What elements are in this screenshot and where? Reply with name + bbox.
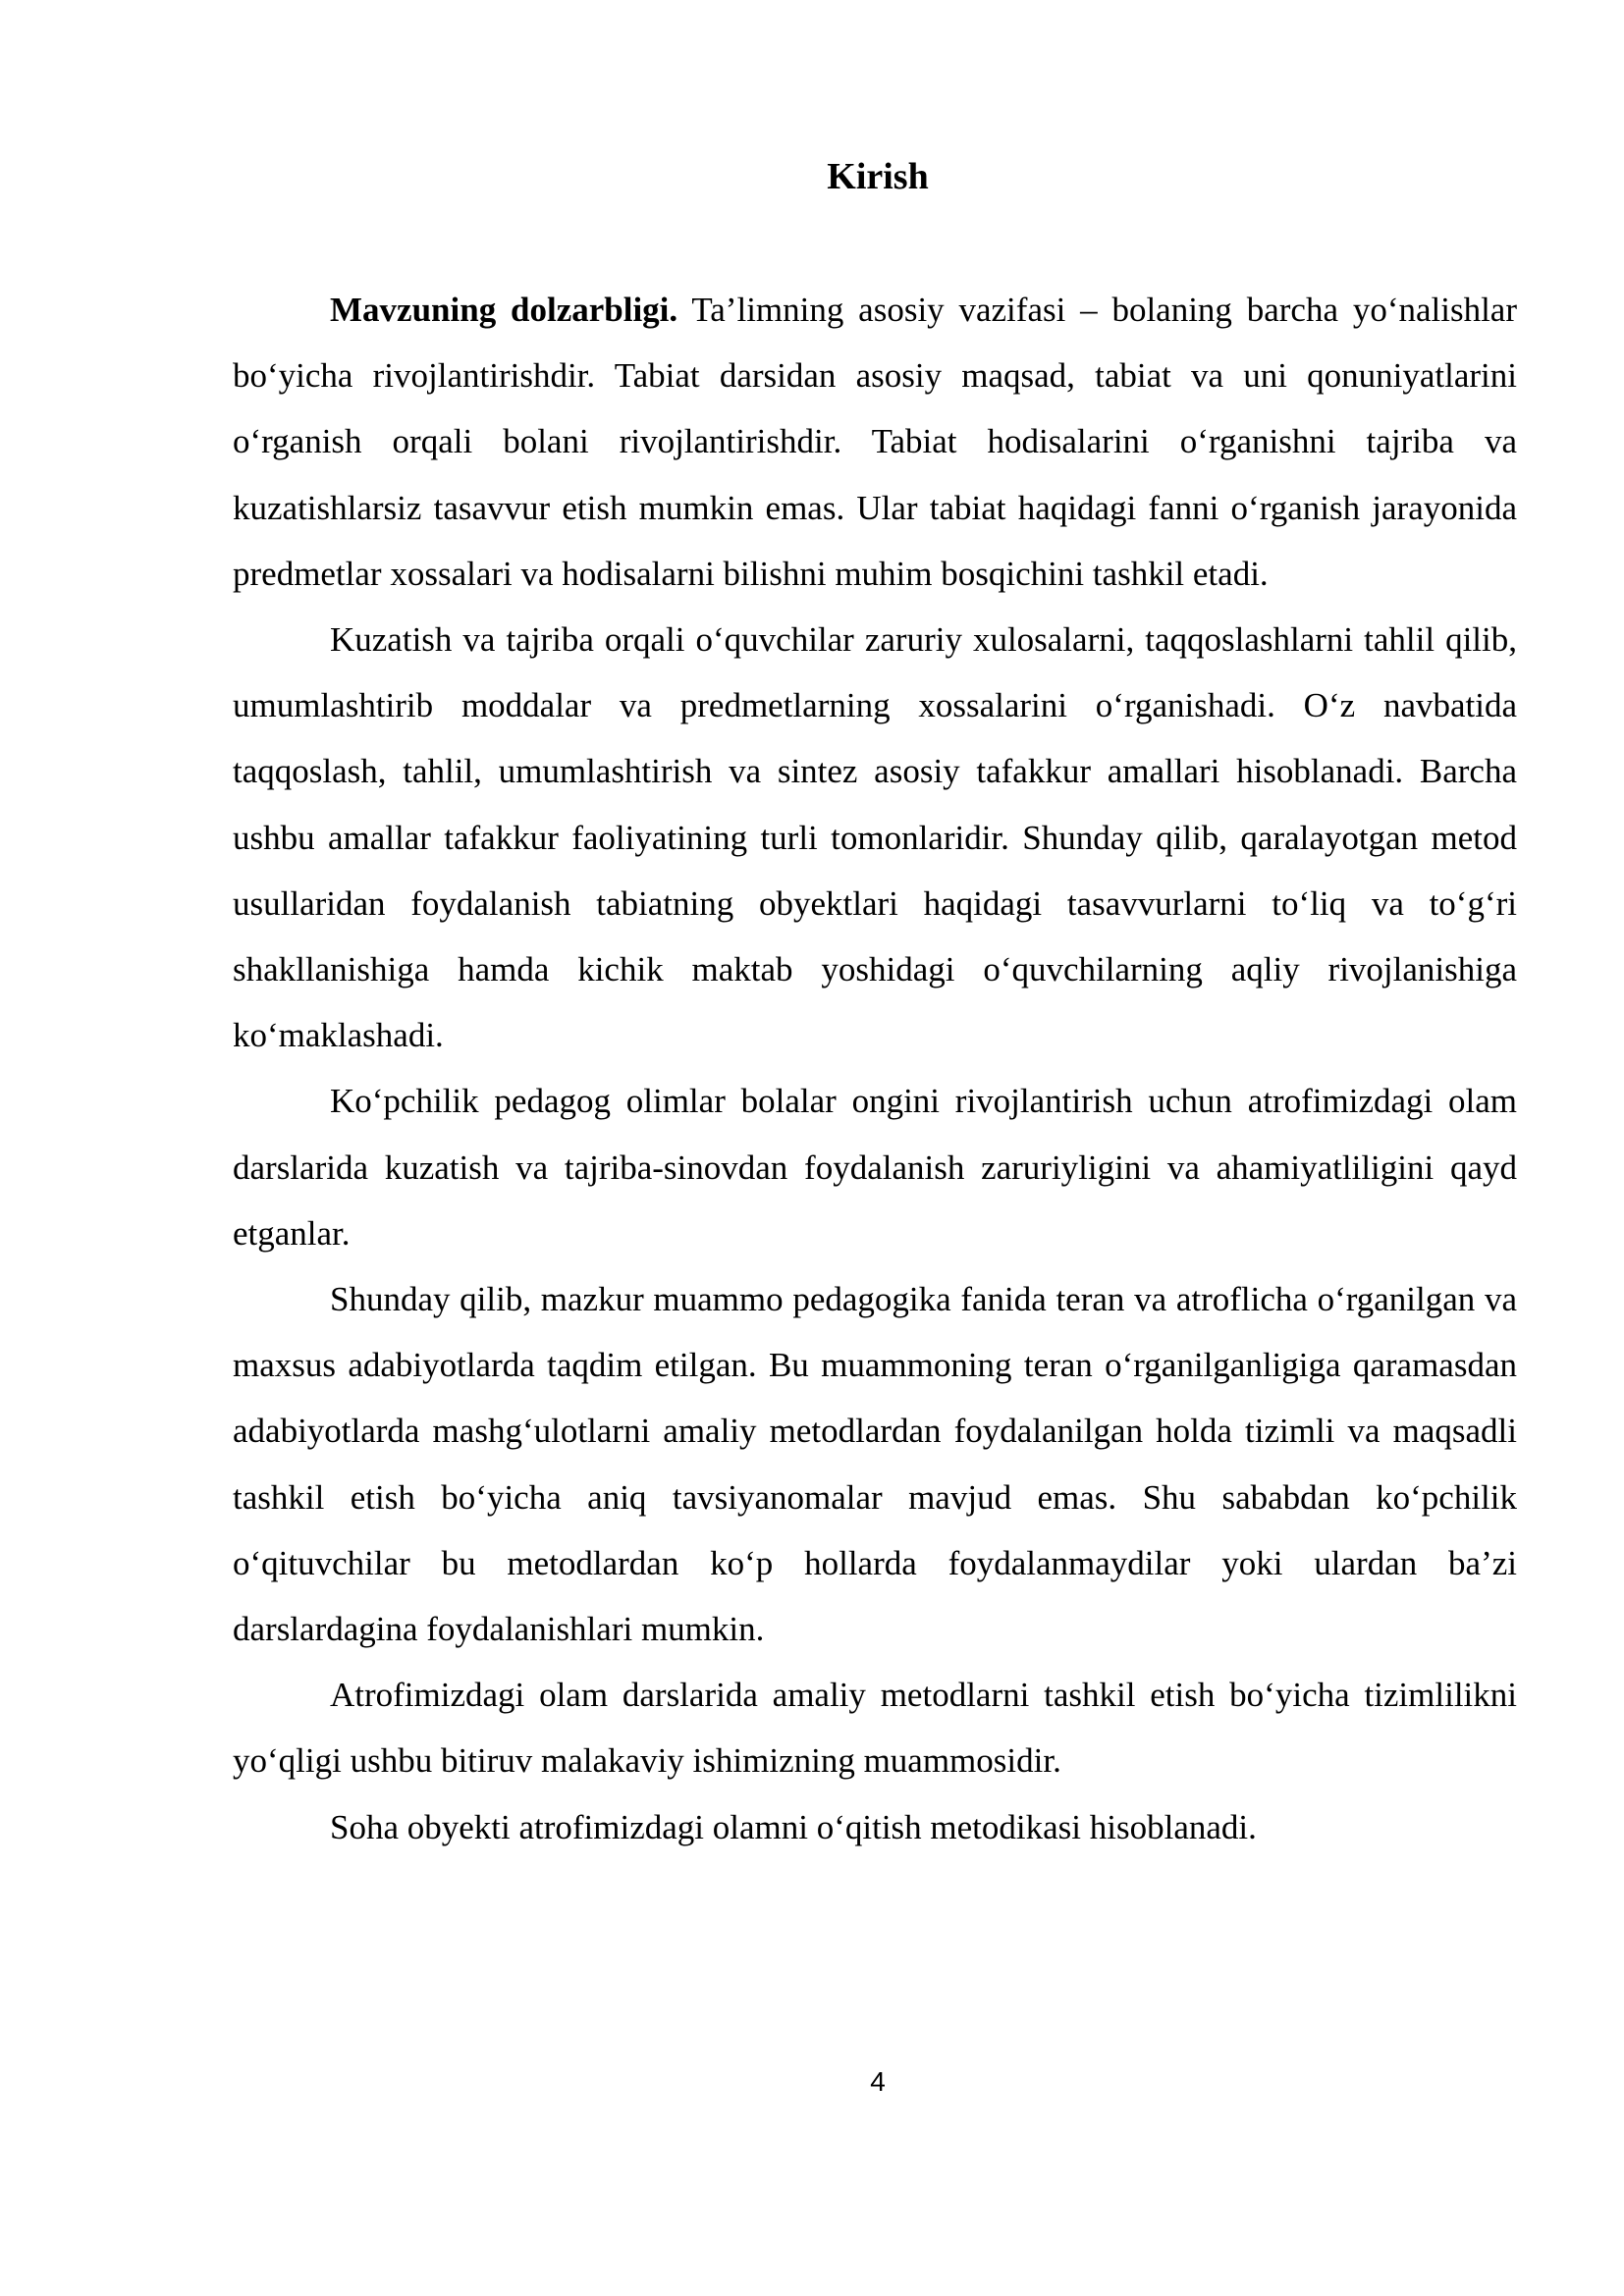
- paragraph-scholars: Ko‘pchilik pedagog olimlar bolalar ongini rivojlantirish uchun atrofimizdagi olam darslarida kuzatish va tajriba-sinovdan foydalanish zaruriyligini va ahamiyatliligini qayd etganlar.: [233, 1082, 1517, 1253]
- paragraph-research-problem: Atrofimizdagi olam darslarida amaliy metodlarni tashkil etish bo‘yicha tizimlilikni yo‘qligi ushbu bitiruv malakaviy ishimizning muammosidir.: [233, 1676, 1517, 1781]
- paragraph-observation: Kuzatish va tajriba orqali o‘quvchilar zaruriy xulosalarni, taqqoslashlarni tahlil qilib, umumlashtirib moddalar va predmetlarning xossalarini o‘rganishadi. O‘z navbatida taqqoslash, tahlil, umumlashtirish va sintez asosiy tafakkur amallari hisoblanadi. Barcha ushbu amallar tafakkur faoliyatining turli tomonlaridir. Shunday qilib, qaralayotgan metod usullaridan foydalanish tabiatning obyektlari haqidagi tasavvurlarni to‘liq va to‘g‘ri shakllanishiga hamda kichik maktab yoshidagi o‘quvchilarning aqliy rivojlanishiga ko‘maklashadi.: [233, 620, 1517, 1055]
- paragraph-relevance: [233, 277, 1517, 607]
- page-number: 4: [870, 2066, 886, 2097]
- paragraph-research-object: Soha obyekti atrofimizdagi olamni o‘qitish metodikasi hisoblanadi.: [330, 1807, 1257, 1846]
- paragraph-problem-study: Shunday qilib, mazkur muammo pedagogika fanida teran va atroflicha o‘rganilgan va maxsus adabiyotlarda taqdim etilgan. Bu muammoning teran o‘rganilganligiga qaramasdan adabiyotlarda mashg‘ulotlarni amaliy metodlardan foydalanilgan holda tizimli va maqsadli tashkil etish bo‘yicha aniq tavsiyanomalar mavjud emas. Shu sababdan ko‘pchilik o‘qituvchilar bu metodlardan ko‘p hollarda foydalanmaydilar yoki ulardan ba’zi darslardagina foydalanishlari mumkin.: [233, 1280, 1517, 1649]
- paragraph-lead: Mavzuning dolzarbligi.: [330, 291, 678, 329]
- paragraph-text: Ta’limning asosiy vazifasi – bolaning barcha yo‘nalishlar bo‘yicha rivojlantirishdir. Tabiat darsidan asosiy maqsad, tabiat va uni qonuniyatlarini o‘rganish orqali bolani rivojlantirishdir. Tabiat hodisalarini o‘rganishni tajriba va kuzatishlarsiz tasavvur etish mumkin emas. Ular tabiat haqidagi fanni o‘rganish jarayonida predmetlar xossalari va hodisalarni bilishni muhim bosqichini tashkil etadi.: [233, 291, 1517, 593]
- document-body: [233, 277, 1517, 1860]
- page-title: Kirish: [827, 156, 929, 197]
